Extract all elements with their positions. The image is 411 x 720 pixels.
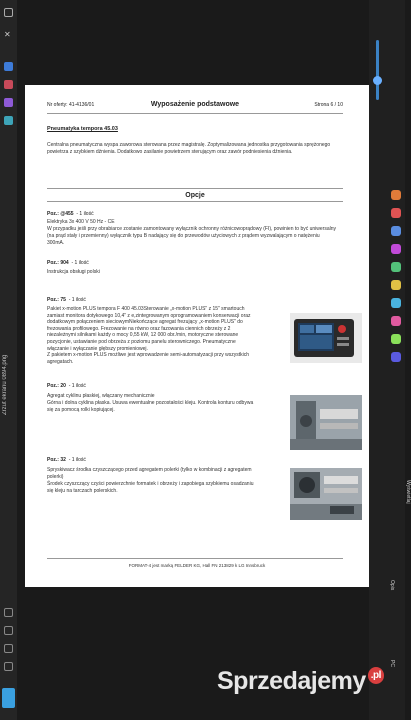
app-icon[interactable] [391,262,401,272]
watermark-logo [217,667,384,696]
spray-unit-photo [290,468,362,520]
item-pos: Poz.: 32 [47,457,66,463]
right-label: Wyświetlaj [405,480,411,504]
start-button[interactable] [2,688,15,708]
taskbar-icon[interactable] [4,608,13,617]
text-line: Centralna pneumatyczna wyspa zaworowa sterowana przez magistralę. Zoptymalizowana jednostka przygotowania sprężonego [47,142,331,148]
taskbar-icon[interactable] [4,662,13,671]
text-line: W przypadku jeśli przy obrabiarce zostanie zamontowany wyłącznik ochronny różnicowoprądowy (FI), powinien to być uniwersalny [47,226,337,232]
control-panel-photo [290,313,362,363]
app-icon-blue[interactable] [4,62,13,71]
text-line: Górna i dolna cyklina płaska. Usuwa ewentualne pozostałości kleju. Kontrola konturu odbywa [47,400,254,406]
text-line: się kleju na tarczach polerskich. [47,488,118,494]
item-pos: Poz.: 20 [47,383,66,389]
text-line: pozycjonie, ustawianie pod obrzeża z poziomu panelu sterowniczego. Pneumatyczne [47,338,236,345]
item-heading [47,297,86,303]
text-line: Z pakietem x-motion PLUS możliwe jest wprowadzenie semi-automatyzacji przy wszystkich [47,352,250,359]
text-line: powietrza z szybkiem dźnienia. Dodatkowo zasilanie powietrzem sterującym oraz zawór podniesienia dźnienia. [47,149,293,155]
item-qty: - 1 ilość [68,297,86,303]
app-icon-teal[interactable] [4,116,13,125]
app-icon[interactable] [391,352,401,362]
text-line: niezależnymi silnikami każdy o mocy 0,55 kW, 12 000 obr./min, motoryczne sterowane [47,332,239,339]
app-icon-red[interactable] [4,80,13,89]
text-line: Środek czyszczący czyści powierzchnie formatek i obrzeży i zapobiega szybkiemu osadzaniu [47,481,254,487]
options-divider [47,188,343,189]
item-description [47,393,287,414]
item-pos: Poz.: 75 [47,297,66,303]
item-description [47,219,343,247]
app-icon-purple[interactable] [4,98,13,107]
right-label: Opis [389,580,395,591]
text-line: zamiast monitora dotykowego 10,4" z e,zintegrowanym oprogramowaniem konserwacji oraz [47,312,251,319]
text-line: Elektryka 3x 400 V 50 Hz - CE [47,219,115,225]
watermark-badge: .pl [368,667,384,684]
item-qty: - 1 ilość [68,383,86,389]
app-icon[interactable] [391,298,401,308]
header-divider [47,113,343,114]
taskbar-icon[interactable] [4,644,13,653]
text-line: Spryskiwacz środka czyszczącego przed agregatem polerki (tylko w kombinacji z agregatem [47,467,252,473]
text-line: Pakiet x-motion PLUS tempora F 400 45.03Sterowanie „x-motion PLUS" z 15" smartouch [47,306,245,312]
text-line: 300mA. [47,240,65,246]
section-title: Pneumatyka tempora 45.03 [47,126,118,132]
taskbar-icon[interactable] [4,626,13,635]
text-line: agregatach. [47,358,74,365]
window-icon[interactable] [4,8,13,17]
watermark-text: Sprzedajemy [217,667,366,695]
item-qty: - 1 ilość [68,457,86,463]
item-description [47,467,287,495]
page-number: Strona 6 / 10 [314,102,343,108]
left-taskbar [0,0,17,720]
item-pos: Poz.: 904 [47,260,69,266]
item-description [47,269,343,276]
offer-number: Nr oferty: 41-4136/01 [47,102,95,108]
zoom-slider[interactable] [376,40,379,100]
options-title: Opcje [185,192,205,199]
item-pos: Poz.: @455 [47,211,74,217]
item-qty: - 1 ilość [71,260,89,266]
zoom-slider-handle[interactable] [373,76,382,85]
section-text [47,142,330,156]
text-line: (na prąd stały i przemienny) wyłącznik typu B nadający się do przewodów użyciowych z prądem wyzwalającym o natężeniu [47,233,320,239]
item-heading [47,260,89,266]
item-heading [47,383,86,389]
item-qty: - 1 ilość [76,211,94,217]
app-icon[interactable] [391,316,401,326]
app-icon[interactable] [391,190,401,200]
app-icon[interactable] [391,208,401,218]
app-icon[interactable] [391,334,401,344]
options-divider [47,201,343,202]
text-line: się za pomocą rolki kopiującej. [47,407,115,413]
screenshot-filename: Zrzut ekranu 0894.png [2,354,8,415]
scraper-unit-photo [290,395,362,450]
item-description [47,306,287,365]
close-icon[interactable]: ✕ [4,30,11,39]
document-page [25,85,369,587]
page-title: Wyposażenie podstawowe [150,101,240,108]
app-icon[interactable] [391,244,401,254]
text-line: polerki) [47,474,64,480]
text-line: frezowania profilowego. Frezowanie na równo oraz fazowania ciennich obrzeży z 2 [47,325,231,332]
item-heading [47,211,94,217]
footer-divider [47,558,343,559]
text-line: Instrukcja obsługi polski [47,269,100,275]
page-header [47,101,343,111]
app-icon[interactable] [391,226,401,236]
page-footer: FORMAT-4 jest marką FELDER KG, Hall FN 213829 k LG Innsbruck [128,563,266,568]
app-icon[interactable] [391,280,401,290]
text-line: dodatkowym połączeniem sieciowymNiekończące agregat frezujący „x-motion PLUS" do [47,319,243,326]
text-line: włączanie i wyłączanie głębszy promieniowej. [47,345,148,352]
text-line: Agregat cyklinu płaskiej, włączany mechanicznie [47,393,155,399]
right-label: PC [389,660,395,667]
item-heading [47,457,86,463]
